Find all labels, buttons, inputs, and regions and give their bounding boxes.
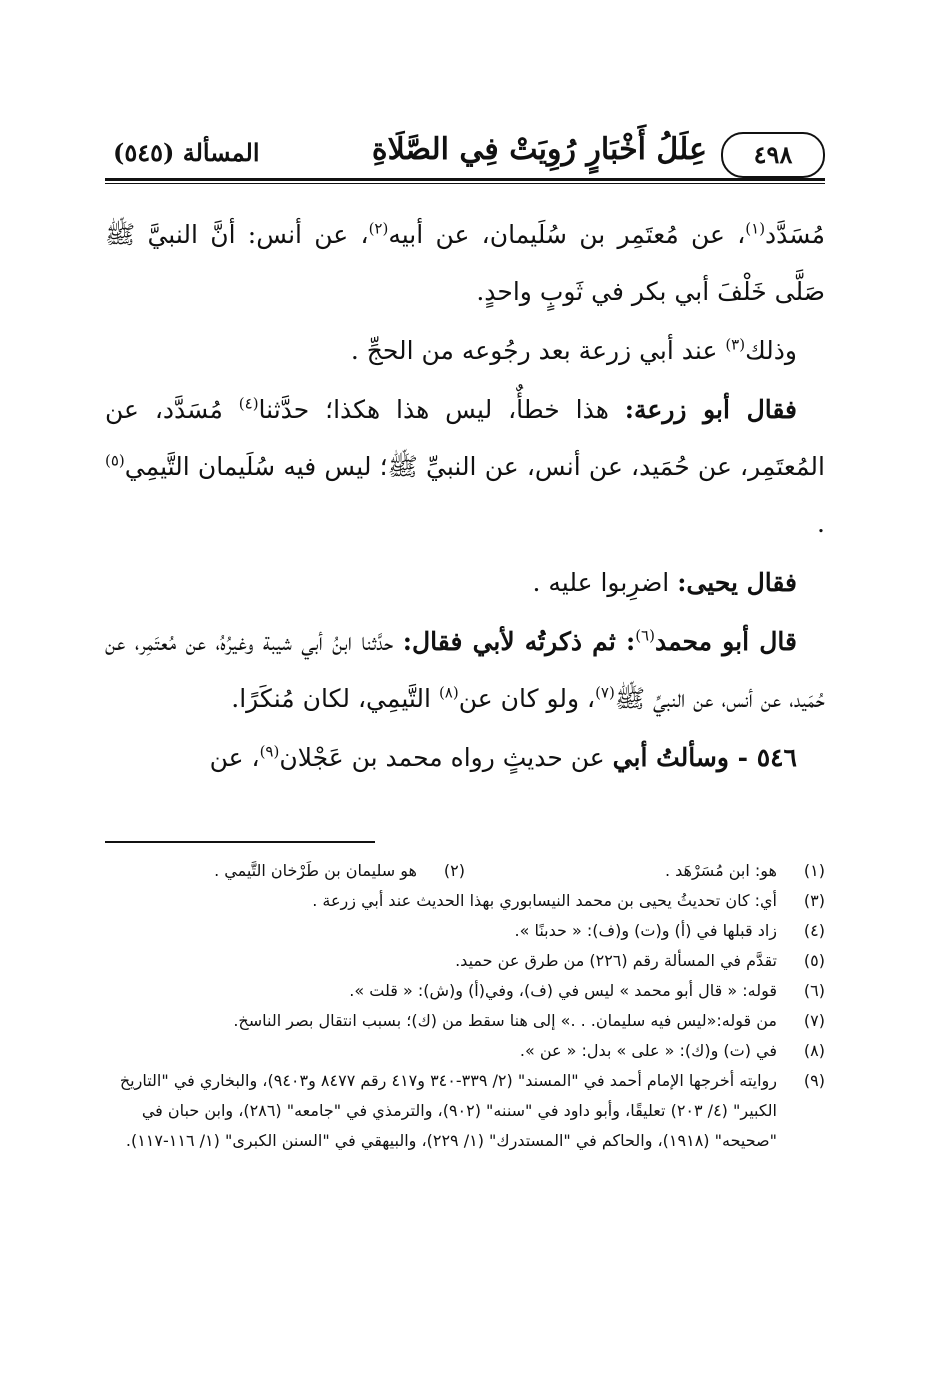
footnote-ref-6: (٦)	[635, 626, 655, 645]
footnote-8	[105, 1036, 825, 1066]
paragraph-6	[105, 729, 825, 786]
footnote-3	[105, 886, 825, 916]
header-rule-thin	[105, 183, 825, 184]
p5-text-b: ، ولو كان عن	[458, 684, 596, 713]
p3-text-b: مُسَدَّد، عن المُعتَمِر، عن حُمَيد، عن أنس، عن النبيِّ ﷺ؛ ليس فيه سُلَيمان التَّيمِي	[105, 395, 825, 481]
book-page	[105, 120, 825, 1150]
footnote-text: زاد قبلها في (أ) و(ت) و(ف): « حدبنًا ».	[514, 921, 777, 940]
paragraph-3	[105, 381, 825, 552]
paragraph-2	[105, 322, 825, 379]
p6-text-b: ، عن	[209, 743, 260, 772]
footnote-row-1-2	[105, 856, 825, 886]
p5-label-a: قال أبو محمد	[654, 627, 797, 656]
footnote-text: قوله: « قال أبو محمد » ليس في (ف)، وفي(أ) و(ش): « قلت ».	[349, 981, 777, 1000]
footnote-ref-5: (٥)	[105, 451, 125, 470]
page-number: ٤٩٨	[721, 132, 825, 178]
p5-text-c: التَّيمِي، لكان مُنكَرًا.	[231, 684, 439, 713]
footnote-ref-3: (٣)	[725, 335, 746, 354]
footnote-number: (٦)	[803, 981, 825, 1000]
footnote-7	[105, 1006, 825, 1036]
footnotes	[105, 856, 825, 1156]
footnote-6	[105, 976, 825, 1006]
p3-label: فقال أبو زرعة:	[624, 395, 797, 424]
footnote-number: (٥)	[803, 951, 825, 970]
p3-text-a: هذا خطأٌ، ليس هذا هكذا؛ حدَّثنا	[258, 395, 625, 424]
footnote-number: (٧)	[803, 1011, 825, 1030]
footnote-number: (٤)	[803, 921, 825, 940]
footnote-ref-4: (٤)	[238, 394, 259, 413]
p6-label: ٥٤٦ - وسألتُ أبي	[612, 743, 797, 772]
issue-label: المسألة (٥٤٥)	[113, 138, 260, 167]
footnote-separator	[105, 841, 375, 843]
footnote-number: (٣)	[803, 891, 825, 910]
footnote-text: روايته أخرجها الإمام أحمد في "المسند" (٢/ ٣٣٩-٣٤٠ و٤١٧ رقم ٨٤٧٧ و٩٤٠٣)، والبخاري في "التاريخ الكبير" (٤/ ٢٠٣) تعليقًا، وأبو داود في "سننه" (٩٠٢)، والترمذي في "جامعه" (٢٨٦)، وابن حبان في "صحيحه" (١٩١٨)، والحاكم في "المستدرك" (١/ ٢٢٩)، والبيهقي في "السنن الكبرى" (١/ ١١٦-١١٧).	[119, 1071, 777, 1150]
footnote-9	[105, 1066, 825, 1156]
footnote-text: تقدَّم في المسألة رقم (٢٢٦) من طرق عن حميد.	[455, 951, 777, 970]
main-text	[105, 206, 825, 788]
p3-text-c: .	[817, 509, 825, 538]
running-title: عِلَلُ أَخْبَارٍ رُوِيَتْ فِي الصَّلَاةِ	[371, 132, 707, 167]
p2-text-b: عند أبي زرعة بعد رجُوعه من الحجِّ .	[350, 336, 726, 365]
footnote-text: من قوله:«ليس فيه سليمان. . .» إلى هنا سقط من (ك)؛ بسبب انتقال بصر الناسخ.	[233, 1011, 777, 1030]
p5-text-a: حدَّثنا ابنُ أبي شيبة وغيرُهُ، عن مُعتَمِر، عن حُمَيد، عن أنس، عن النبيِّ ﷺ	[105, 627, 825, 713]
footnote-text: هو: ابن مُسَرْهَد .	[664, 861, 777, 880]
p1-text-c: ، عن أنس: أنَّ النبيَّ ﷺ صَلَّى خَلْفَ أبي بكر في ثَوبٍ واحدٍ.	[105, 220, 825, 306]
footnote-ref-2: (٢)	[368, 219, 389, 238]
p2-text-a: وذلك	[745, 336, 797, 365]
footnote-2	[105, 856, 465, 886]
header-rule-thick	[105, 178, 825, 181]
footnote-text: أي: كان تحديثُ يحيى بن محمد النيسابوري بهذا الحديث عند أبي زرعة .	[312, 891, 777, 910]
page-header	[105, 120, 825, 178]
footnote-ref-9: (٩)	[259, 742, 280, 761]
p6-text-a: عن حديثٍ رواه محمد بن عَجْلان	[279, 743, 613, 772]
p1-text-a: مُسَدَّد	[765, 220, 825, 249]
p5-label-b: : ثم ذكرتُه لأبي فقال:	[402, 627, 636, 656]
paragraph-4	[105, 554, 825, 611]
footnote-ref-8: (٨)	[438, 683, 459, 702]
footnote-text: هو سليمان بن طَرْخان التَّيمي .	[214, 861, 417, 880]
footnote-number: (٩)	[803, 1071, 825, 1090]
footnote-number: (٨)	[803, 1041, 825, 1060]
footnote-ref-1: (١)	[745, 219, 766, 238]
footnote-number: (٢)	[443, 861, 465, 880]
p4-text: اضرِبوا عليه .	[532, 568, 678, 597]
footnote-4	[105, 916, 825, 946]
footnote-5	[105, 946, 825, 976]
footnote-number: (١)	[803, 861, 825, 880]
p4-label: فقال يحيى:	[677, 568, 797, 597]
paragraph-1	[105, 206, 825, 320]
paragraph-5	[105, 613, 825, 727]
footnote-ref-7: (٧)	[595, 683, 615, 702]
footnote-1	[465, 856, 825, 886]
footnote-text: في (ت) و(ك): « على » بدل: « عن ».	[519, 1041, 777, 1060]
p1-text-b: ، عن مُعتَمِر بن سُلَيمان، عن أبيه	[388, 220, 746, 249]
